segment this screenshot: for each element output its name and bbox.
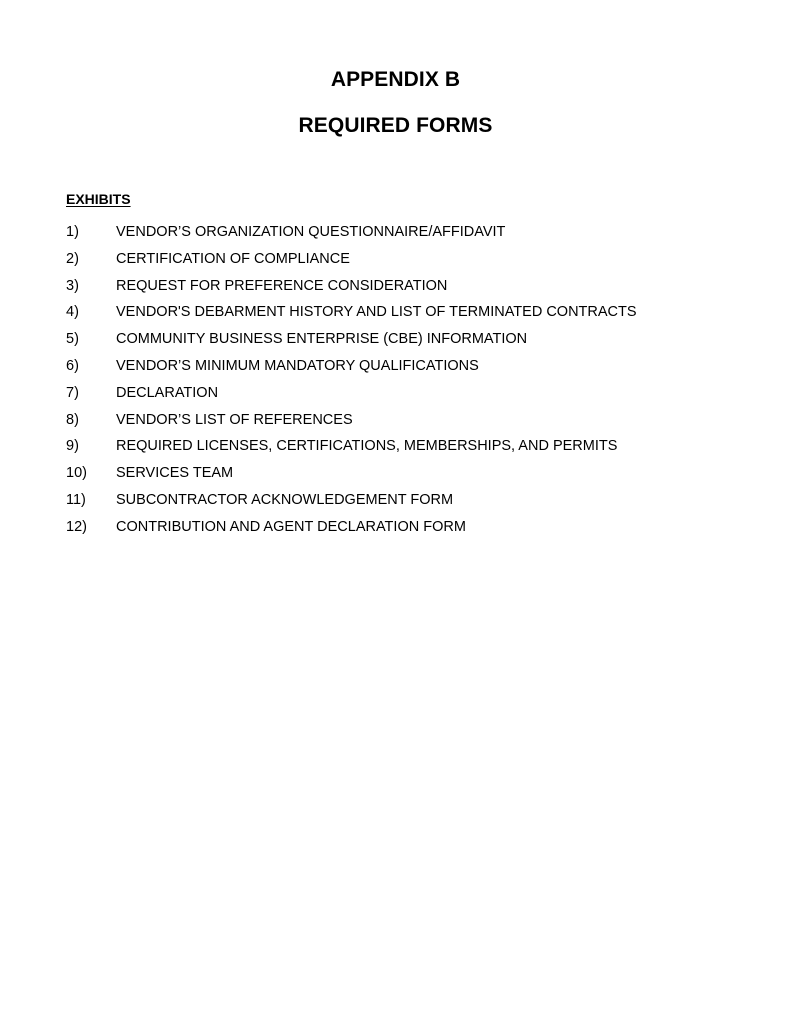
exhibit-number: 7) (66, 384, 79, 401)
exhibit-number: 6) (66, 357, 79, 374)
exhibits-heading: EXHIBITS (66, 191, 131, 207)
exhibit-title: VENDOR'S DEBARMENT HISTORY AND LIST OF TERMINATED CONTRACTS (116, 304, 637, 321)
exhibit-number: 10) (66, 465, 87, 482)
exhibit-title: CONTRIBUTION AND AGENT DECLARATION FORM (116, 518, 466, 535)
exhibit-item (0, 463, 791, 490)
exhibit-number: 12) (66, 518, 87, 535)
exhibit-number: 9) (66, 438, 79, 455)
exhibit-number: 2) (66, 250, 79, 267)
exhibit-item (0, 329, 791, 356)
exhibit-item (0, 356, 791, 383)
exhibit-title: DECLARATION (116, 384, 219, 401)
exhibit-number: 11) (66, 491, 86, 508)
exhibit-item (0, 249, 791, 276)
exhibit-item (0, 436, 791, 463)
exhibit-number: 3) (66, 277, 79, 294)
exhibit-number: 1) (66, 224, 79, 240)
exhibit-title: VENDOR’S MINIMUM MANDATORY QUALIFICATIONS (116, 357, 479, 374)
exhibit-title: CERTIFICATION OF COMPLIANCE (116, 250, 350, 267)
exhibit-item (0, 517, 791, 544)
exhibit-number: 5) (66, 331, 79, 348)
exhibit-title: SUBCONTRACTOR ACKNOWLEDGEMENT FORM (116, 491, 454, 508)
exhibit-item (0, 383, 791, 410)
exhibit-title: COMMUNITY BUSINESS ENTERPRISE (CBE) INFORMATION (116, 331, 528, 348)
required-forms-title: REQUIRED FORMS (298, 114, 493, 137)
exhibit-item (0, 222, 791, 249)
exhibit-title: VENDOR’S ORGANIZATION QUESTIONNAIRE/AFFIDAVIT (116, 224, 506, 240)
appendix-title: APPENDIX B (330, 68, 461, 91)
exhibit-list (0, 222, 791, 544)
exhibit-title: SERVICES TEAM (116, 465, 234, 482)
exhibit-title: REQUEST FOR PREFERENCE CONSIDERATION (116, 277, 448, 294)
exhibit-title: REQUIRED LICENSES, CERTIFICATIONS, MEMBERSHIPS, AND PERMITS (116, 438, 618, 455)
exhibit-item (0, 302, 791, 329)
exhibit-item (0, 276, 791, 303)
exhibit-title: VENDOR’S LIST OF REFERENCES (116, 411, 353, 428)
exhibit-item (0, 410, 791, 437)
exhibit-number: 4) (66, 304, 79, 321)
exhibit-item (0, 490, 791, 517)
exhibit-number: 8) (66, 411, 79, 428)
